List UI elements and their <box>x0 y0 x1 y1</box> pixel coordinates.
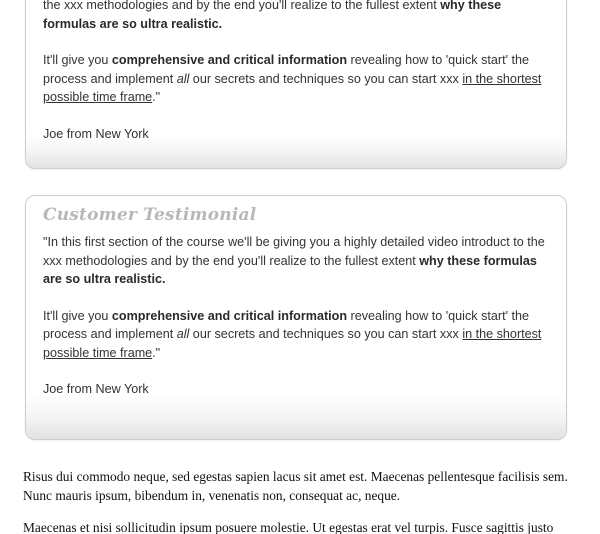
quote-bold-text: comprehensive and critical information <box>111 308 348 323</box>
testimonial-quote-paragraph <box>43 51 548 107</box>
quote-text: ." <box>152 90 161 104</box>
quote-italic-text: all <box>176 71 190 86</box>
quote-text: It'll give you <box>43 308 112 323</box>
testimonial-box <box>25 195 567 440</box>
quote-text: our secrets and techniques so you can start xxx <box>189 71 463 86</box>
quote-link[interactable]: in the shortest possible time frame <box>43 71 542 104</box>
body-paragraph: Risus dui commodo neque, sed egestas sapien lacus sit amet est. Maecenas pellentesque facilisis sem. Nunc mauris ipsum, bibendum in, venenatis non, consequat ac, neque. <box>23 469 568 503</box>
quote-text: "In this first section of the course we'll be giving you a highly detailed video introduct to the xxx methodologies and by the end you'll realize to the fullest extent <box>43 235 545 268</box>
quote-bold-text: why these formulas are so ultra realistic. <box>43 0 502 31</box>
testimonial-author: Joe from New York <box>43 126 149 141</box>
testimonial-content <box>43 202 548 399</box>
testimonial-quote-paragraph <box>43 0 548 33</box>
quote-text: ." <box>152 345 161 360</box>
testimonial-content <box>43 0 548 143</box>
quote-bold-text: why these formulas are so ultra realistic. <box>43 253 537 286</box>
quote-italic-text: all <box>176 327 190 341</box>
body-paragraph: Maecenas et nisi sollicitudin ipsum posuere molestie. Ut egestas erat vel turpis. Fusce sagittis justo <box>23 520 554 534</box>
testimonial-box <box>25 0 567 169</box>
quote-bold-text: comprehensive and critical information <box>111 53 348 67</box>
quote-text: our secrets and techniques so you can start xxx <box>189 327 463 341</box>
quote-text: It'll give you <box>43 53 112 67</box>
testimonial-author: Joe from New York <box>43 382 149 396</box>
quote-link[interactable]: in the shortest possible time frame <box>43 327 542 360</box>
quote-text: revealing how to 'quick start' the process and implement <box>43 308 529 341</box>
testimonial-heading: Customer Testimonial <box>43 205 257 225</box>
quote-text: the xxx methodologies and by the end you'll realize to the fullest extent <box>43 0 441 12</box>
quote-text: revealing how to 'quick start' the process and implement <box>43 53 529 86</box>
testimonial-quote-paragraph <box>43 233 548 289</box>
testimonial-quote-paragraph <box>43 307 548 363</box>
